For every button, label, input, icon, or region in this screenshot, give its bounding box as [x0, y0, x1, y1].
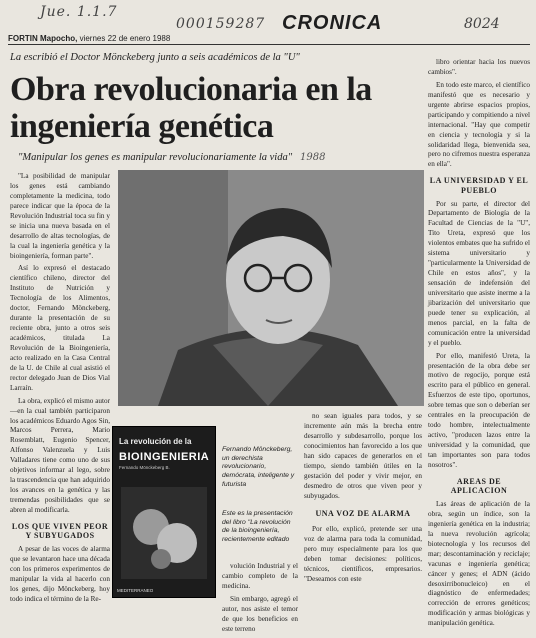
headline: Obra revolucionaria en la ingeniería genética	[10, 71, 372, 145]
book-cover-art	[121, 487, 207, 579]
column-1	[10, 172, 110, 608]
subhead: "Manipular los genes es manipular revolucionariamente la vida"	[18, 152, 293, 163]
paragraph: Por ello, manifestó Ureta, la presentación de la obra debe ser motivo de regocijo, porque está escrito para el público en general. Esfuerzos de este tipo, oportunos, sobre temas que son o deberían ser centrales en la preocupación de todo hombre, intelectualmente activo, "producen lazos entre la universidad y la comunidad, que tan importantes son para todos nosotros".	[428, 351, 530, 469]
paragraph: Por ello, explicó, pretende ser una voz de alarma para toda la comunidad, pero muy especialmente para los que deben tomar decisiones: políticos, técnicos, científicos, empresarios. "Deseamos con este	[304, 525, 422, 583]
publication-date: viernes 22 de enero 1988	[79, 34, 171, 43]
subheading-col3: UNA VOZ DE ALARMA	[315, 509, 411, 519]
paragraph: Por su parte, el director del Departamento de Biología de la Facultad de Ciencias de la "U", Tito Ureta, expresó que los violentos embates que ha sufrido el sistema universitario y "particularmente la Universidad de Chile en estos años", y la sensación de indefensión del universitario que asiste inerme a la jibarización del universitario que puede tener su explicación, al menos parcial, en la falta de comunicación entre la universidad y el pueblo.	[428, 199, 530, 347]
handwritten-number: 8024	[464, 16, 500, 32]
paragraph: libro orientar hacia los nuevos cambios".	[428, 58, 530, 76]
subheading-col1: LOS QUE VIVEN PEOR Y SUBYUGADOS	[11, 521, 109, 541]
paragraph: Sin embargo, agregó el autor, nos asiste el temor de que los beneficios en este terreno	[222, 594, 298, 633]
subheading-col4: LA UNIVERSIDAD Y EL PUEBLO	[429, 176, 529, 195]
handwritten-date: Jue. 1.1.7	[40, 4, 118, 20]
book-publisher: MEDITERRANEO	[117, 588, 154, 593]
publication-line	[8, 34, 170, 43]
handwritten-note: 1988	[300, 152, 326, 163]
paragraph: En todo este marco, el científico manifestó que es necesario y urgente abrirse espacios propios, participando y compitiendo a nivel internacional. "Hay que competir en ciencia y tecnología y si la solidaridad llega, bienvenida sea, pero no cifremos nuestra esperanza en ella".	[428, 80, 530, 169]
book-heading: BIOINGENIERIA	[119, 451, 210, 463]
column-4	[428, 58, 530, 632]
portrait-photo	[118, 170, 424, 406]
book-title: La revolución de la	[119, 437, 192, 446]
paragraph: Las áreas de aplicación de la obra, según un índice, son la ingeniería genética en la industria; la nueva revolución agrícola; biotecnología y los recursos del mar; descontaminación y reciclaje; vacunas e ingeniería genética; cáncer y genes; el ADN (ácido desoxirribonucleico) en el diagnóstico de enfermedades; corrección de errores genéticos; modificación y armas biológicas y manipulación genética.	[428, 500, 530, 628]
photo-caption: Fernando Mönckeberg, un derechista revolucionario, demócrata, inteligente y futurista	[222, 446, 295, 488]
section-title: CRONICA	[282, 12, 383, 34]
column-3	[304, 412, 422, 588]
paragraph: "La posibilidad de manipular los genes está cambiando completamente la medicina, todo parece indicar que la época de la Revolución Industrial toca su fin y se inicia una nueva basada en el desarrollo de altas tecnologías, de la cual la ingeniería genética y la bioingeniería, forman parte".	[10, 172, 110, 260]
book-authors: Fernando Mönckeberg B.	[119, 465, 170, 470]
subheading-col4-areas: AREAS DE APLICACION	[450, 476, 508, 496]
handwritten-code: 000159287	[176, 16, 266, 32]
portrait-photo-image	[118, 170, 424, 406]
paragraph: volución Industrial y el cambio completo de la medicina.	[222, 562, 298, 590]
header-rule	[8, 44, 530, 45]
book-cover	[112, 426, 216, 598]
kicker: La escribió el Doctor Mönckeberg junto a seis académicos de la "U"	[10, 52, 300, 63]
paragraph: no sean iguales para todos, y se incremente aún más la brecha entre desarrollo y subdesarrollo, porque los conocimientos han favorecido a los que han sido capaces de generarlos en el tiempo, siendo también útiles en la gestación del poder y vivir mejor, en desmedro de otros que viven peor y subyugados.	[304, 412, 422, 500]
paragraph: La obra, explicó el mismo autor —en la cual también participaron los académicos Eduardo Agos Sin, Marcos Perrera, Mario Rosemblatt, Eugenio Spencer, Alfonso Valenzuela y Luis Valladares tiene como uno de sus objetivos informar al lego, sobre la trascendencia que han adquirido los avances en la genética y las tremendas posibilidades que se abren al modificarla.	[10, 396, 110, 514]
paragraph: A pesar de las voces de alarma que se levantaron hace una década con los primeros experimentos de manipular la vida al hacerlo con los genes, dijo Mönckeberg, hoy todo indica el término de la Re-	[10, 545, 110, 603]
publication-name: FORTIN Mapocho,	[8, 34, 78, 43]
book-caption: Este es la presentación del libro "La revolución de la bioingeniería, recientemente editado	[222, 510, 293, 544]
paragraph: Así lo expresó el destacado científico chileno, director del Instituto de Nutrición y Tecnología de los Alimentos, doctor, Fernando Mönckeberg, durante la presentación de su reciente obra, junto a otros seis académicos, titulada La Revolución de la Bioingeniería, acto realizado en la Casa Central de la U. de Chile al cual asistió el rector delegado Juan de Dios Vial Larraín.	[10, 264, 110, 392]
